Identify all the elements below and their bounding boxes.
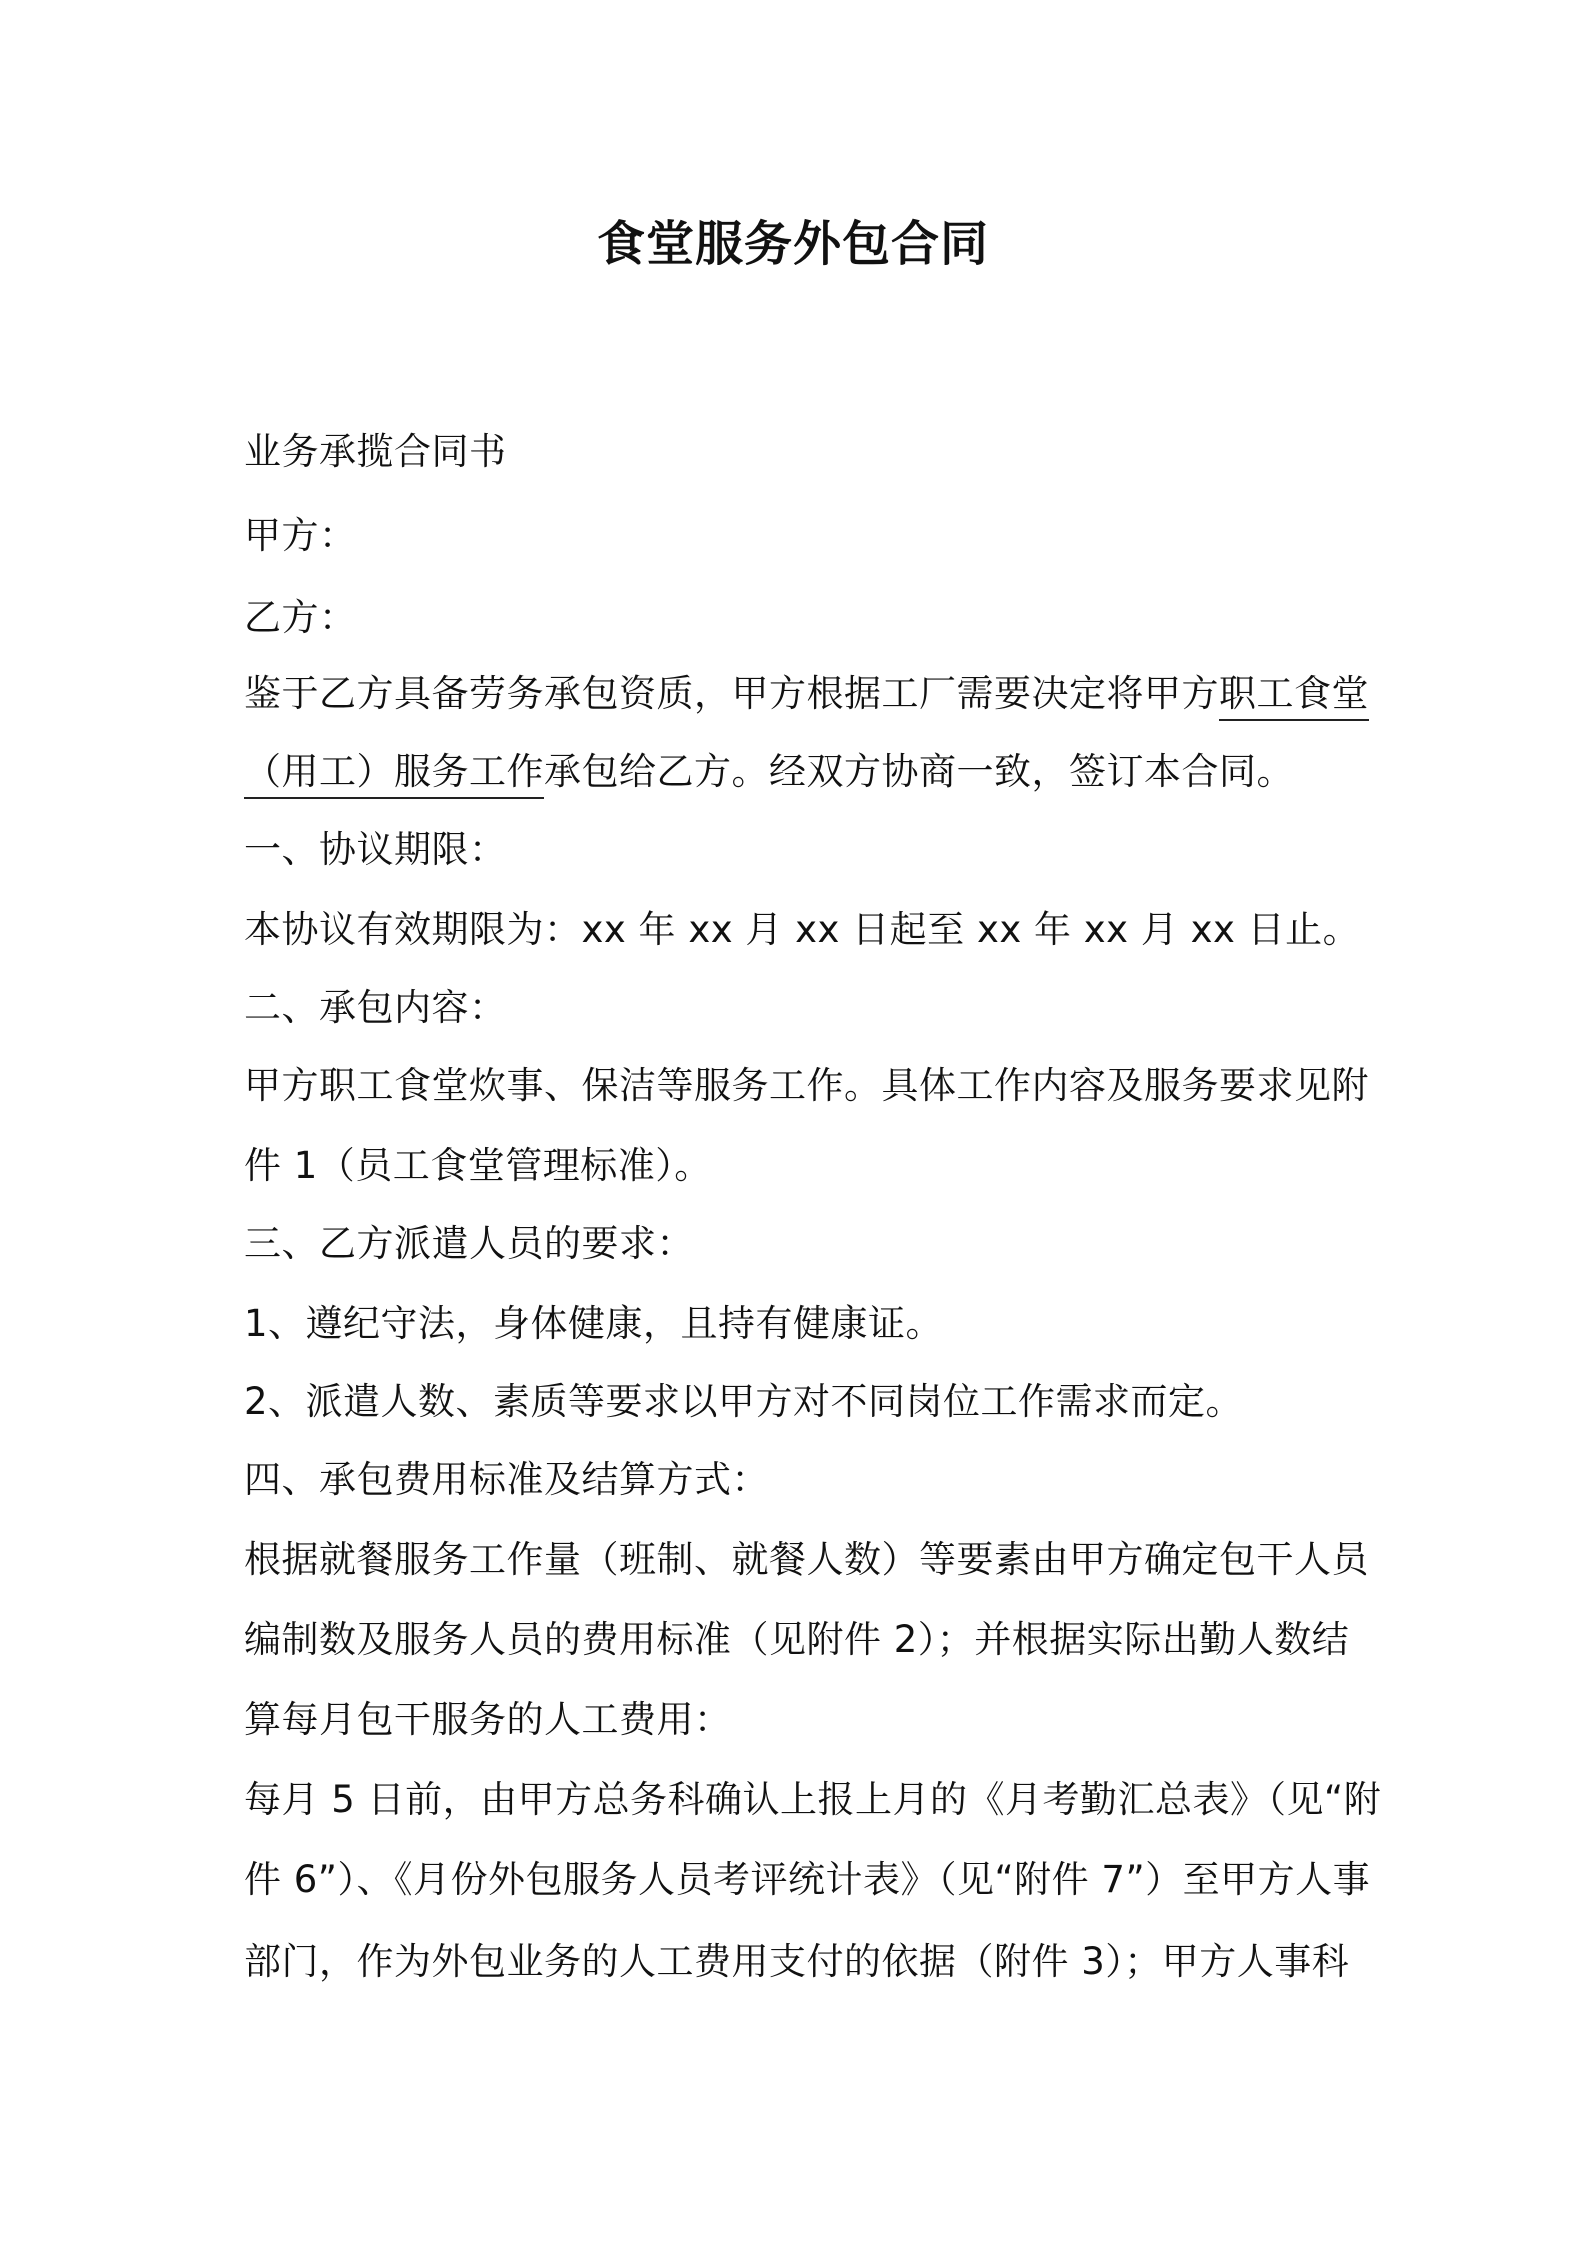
section-4-body-line-5: 件 6”）、《月份外包服务人员考评统计表》（见“附件 7”）至甲方人事 bbox=[244, 1858, 1371, 1901]
section-4-body-line-2: 编制数及服务人员的费用标准（见附件 2）；并根据实际出勤人数结 bbox=[244, 1618, 1350, 1661]
section-3-heading: 三、乙方派遣人员的要求： bbox=[244, 1222, 694, 1265]
section-3-item-1: 1、遵纪守法，身体健康，且持有健康证。 bbox=[244, 1302, 944, 1345]
section-4-heading: 四、承包费用标准及结算方式： bbox=[244, 1458, 769, 1501]
preamble-line-1 bbox=[244, 670, 1369, 718]
section-4-body-line-1: 根据就餐服务工作量（班制、就餐人数）等要素由甲方确定包干人员 bbox=[244, 1538, 1369, 1581]
party-a-label: 甲方： bbox=[244, 514, 357, 557]
section-4-body-line-3: 算每月包干服务的人工费用： bbox=[244, 1698, 732, 1741]
contract-subtitle: 业务承揽合同书 bbox=[244, 430, 507, 473]
party-b-label: 乙方： bbox=[244, 596, 357, 639]
document-title: 食堂服务外包合同 bbox=[596, 216, 989, 272]
section-2-body-line-2: 件 1（员工食堂管理标准）。 bbox=[244, 1144, 712, 1187]
section-3-item-2: 2、派遣人数、素质等要求以甲方对不同岗位工作需求而定。 bbox=[244, 1380, 1244, 1423]
preamble-text-b: 承包给乙方。经双方协商一致，签订本合同。 bbox=[544, 750, 1294, 793]
section-1-heading: 一、协议期限： bbox=[244, 828, 507, 871]
section-2-body-line-1: 甲方职工食堂炊事、保洁等服务工作。具体工作内容及服务要求见附 bbox=[244, 1064, 1369, 1107]
section-1-body: 本协议有效期限为：xx 年 xx 月 xx 日起至 xx 年 xx 月 xx 日止。 bbox=[244, 908, 1361, 951]
section-2-heading: 二、承包内容： bbox=[244, 986, 507, 1029]
preamble-text-a: 鉴于乙方具备劳务承包资质，甲方根据工厂需要决定将甲方 bbox=[244, 672, 1219, 715]
preamble-line-2 bbox=[244, 748, 1364, 796]
section-4-body-line-4: 每月 5 日前，由甲方总务科确认上报上月的《月考勤汇总表》（见“附 bbox=[244, 1778, 1382, 1821]
underlined-service-text: （用工）服务工作 bbox=[244, 750, 544, 799]
section-4-body-line-6: 部门，作为外包业务的人工费用支付的依据（附件 3）；甲方人事科 bbox=[244, 1940, 1350, 1983]
underlined-canteen-text: 职工食堂 bbox=[1219, 672, 1369, 721]
